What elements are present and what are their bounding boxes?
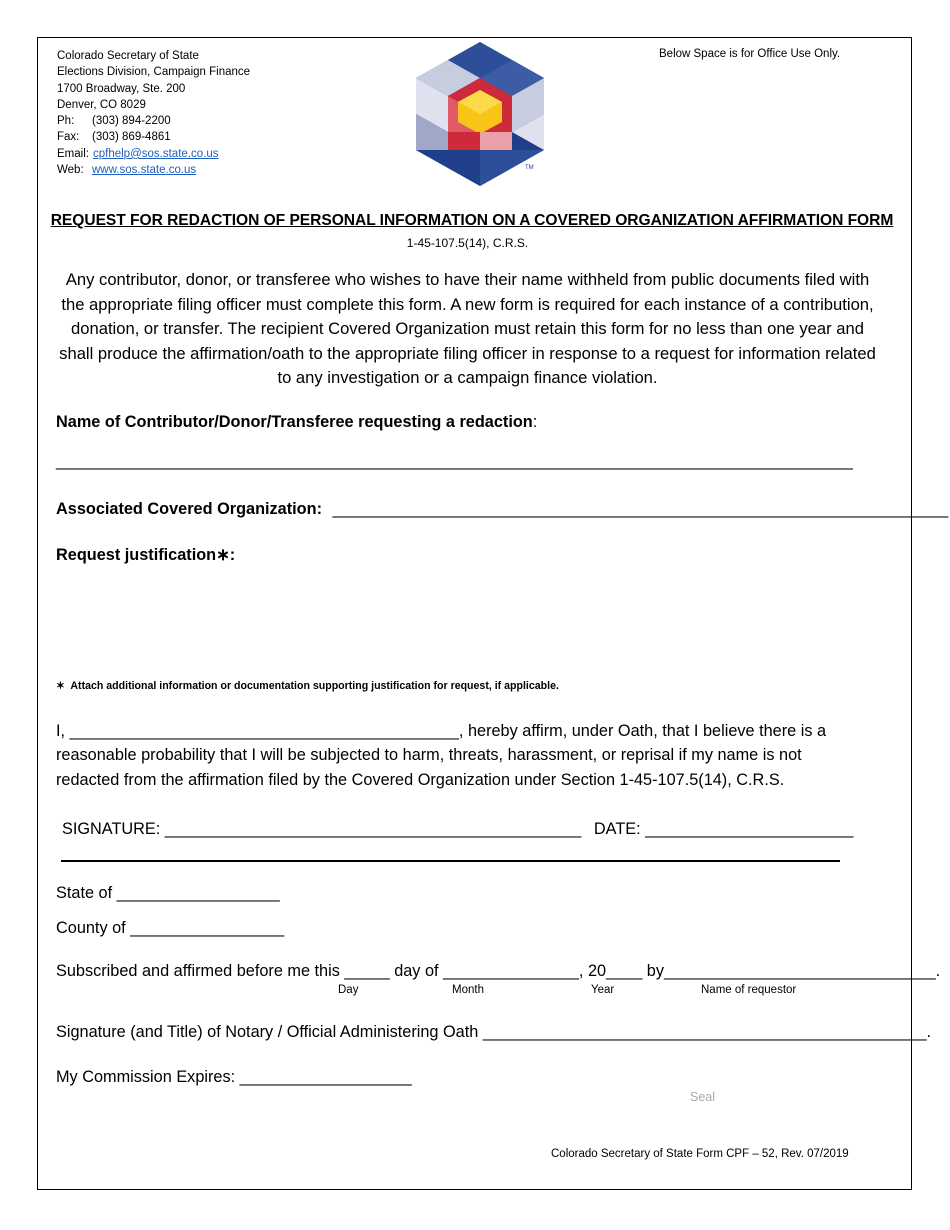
logo-tm: TM — [525, 165, 534, 171]
fax-line: Fax: (303) 869-4861 — [57, 131, 171, 144]
email-link[interactable]: cpfhelp@sos.state.co.us — [93, 147, 219, 160]
address-line-2: Elections Division, Campaign Finance — [57, 66, 251, 79]
colorado-logo — [414, 40, 550, 188]
address-line-3: 1700 Broadway, Ste. 200 — [57, 82, 186, 95]
address-line-1: Colorado Secretary of State — [57, 50, 199, 62]
justification-area[interactable] — [56, 570, 876, 670]
email-line: Email: cpfhelp@sos.state.co.us — [57, 147, 219, 160]
affirm-line-1[interactable]: I, ___________________________________________, hereby affirm, under Oath, that I believe there is a — [56, 722, 827, 740]
county-input-line[interactable]: _________________ — [130, 919, 285, 937]
section-divider — [61, 860, 840, 862]
commission-row: My Commission Expires: ___________________ — [56, 1068, 412, 1086]
org-label: Associated Covered Organization: — [56, 500, 322, 518]
attach-note: ✶ Attach additional information or documentation supporting justification for request, if applicable. — [56, 680, 559, 692]
asterisk-icon: ✶ — [56, 680, 65, 692]
web-link[interactable]: www.sos.state.co.us — [92, 164, 197, 177]
statute-citation: 1-45-107.5(14), C.R.S. — [406, 236, 529, 250]
caption-day: Day — [338, 984, 359, 996]
caption-requestor: Name of requestor — [701, 984, 797, 996]
affirm-line-3: redacted from the affirmation filed by the Covered Organization under Section 1-45-107.5(14), C.R.S. — [56, 771, 785, 789]
date-label: DATE: — [593, 820, 641, 838]
signature-label: SIGNATURE: — [62, 820, 161, 838]
date-input-line[interactable]: _______________________ — [645, 820, 854, 838]
justification-label: Request justification∗: — [56, 546, 236, 564]
county-row: County of _________________ — [56, 919, 285, 937]
notary-signature-line[interactable]: Signature (and Title) of Notary / Official Administering Oath _________________________________________________. — [56, 1023, 932, 1041]
name-input-line[interactable]: ________________________________________________________________________________________ — [56, 452, 853, 470]
intro-paragraph: Any contributor, donor, or transferee who wishes to have their name withheld from public documents filed with the appropriate filing officer must complete this form. A new form is required for each instance of a contribution, donation, or transfer. The recipient Covered Organization must retain this form for no less than one year and shall produce the affirmation/oath to the appropriate filing officer in response to a request for information related to any investigation or a campaign finance violation. — [59, 270, 876, 388]
caption-month: Month — [452, 984, 484, 996]
signature-input-line[interactable]: ______________________________________________ — [164, 820, 582, 838]
page-title: REQUEST FOR REDACTION OF PERSONAL INFORMATION ON A COVERED ORGANIZATION AFFIRMATION FORM — [50, 212, 894, 229]
commission-input-line[interactable]: ___________________ — [239, 1068, 412, 1086]
phone-line: Ph: (303) 894-2200 — [57, 115, 171, 128]
caption-year: Year — [591, 984, 615, 996]
state-input-line[interactable]: __________________ — [116, 884, 280, 902]
seal-placeholder: Seal — [690, 1090, 716, 1104]
affirm-line-2: reasonable probability that I will be subjected to harm, threats, harassment, or reprisal if my name is not — [56, 746, 802, 764]
subscribed-line[interactable]: Subscribed and affirmed before me this _____ day of _______________, 20____ by______________________________. — [56, 962, 941, 980]
address-block — [57, 48, 250, 178]
web-line: Web: www.sos.state.co.us — [57, 164, 197, 177]
name-label: Name of Contributor/Donor/Transferee requesting a redaction: — [56, 413, 538, 431]
org-input-line[interactable]: ____________________________________________________________________ — [332, 500, 949, 518]
address-line-4: Denver, CO 8029 — [57, 98, 146, 111]
org-row — [56, 500, 948, 519]
office-use-note: Below Space is for Office Use Only. — [659, 48, 841, 60]
signature-row — [62, 820, 853, 839]
form-footer-id: Colorado Secretary of State Form CPF – 52, Rev. 07/2019 — [551, 1148, 849, 1160]
state-row: State of __________________ — [56, 884, 280, 902]
